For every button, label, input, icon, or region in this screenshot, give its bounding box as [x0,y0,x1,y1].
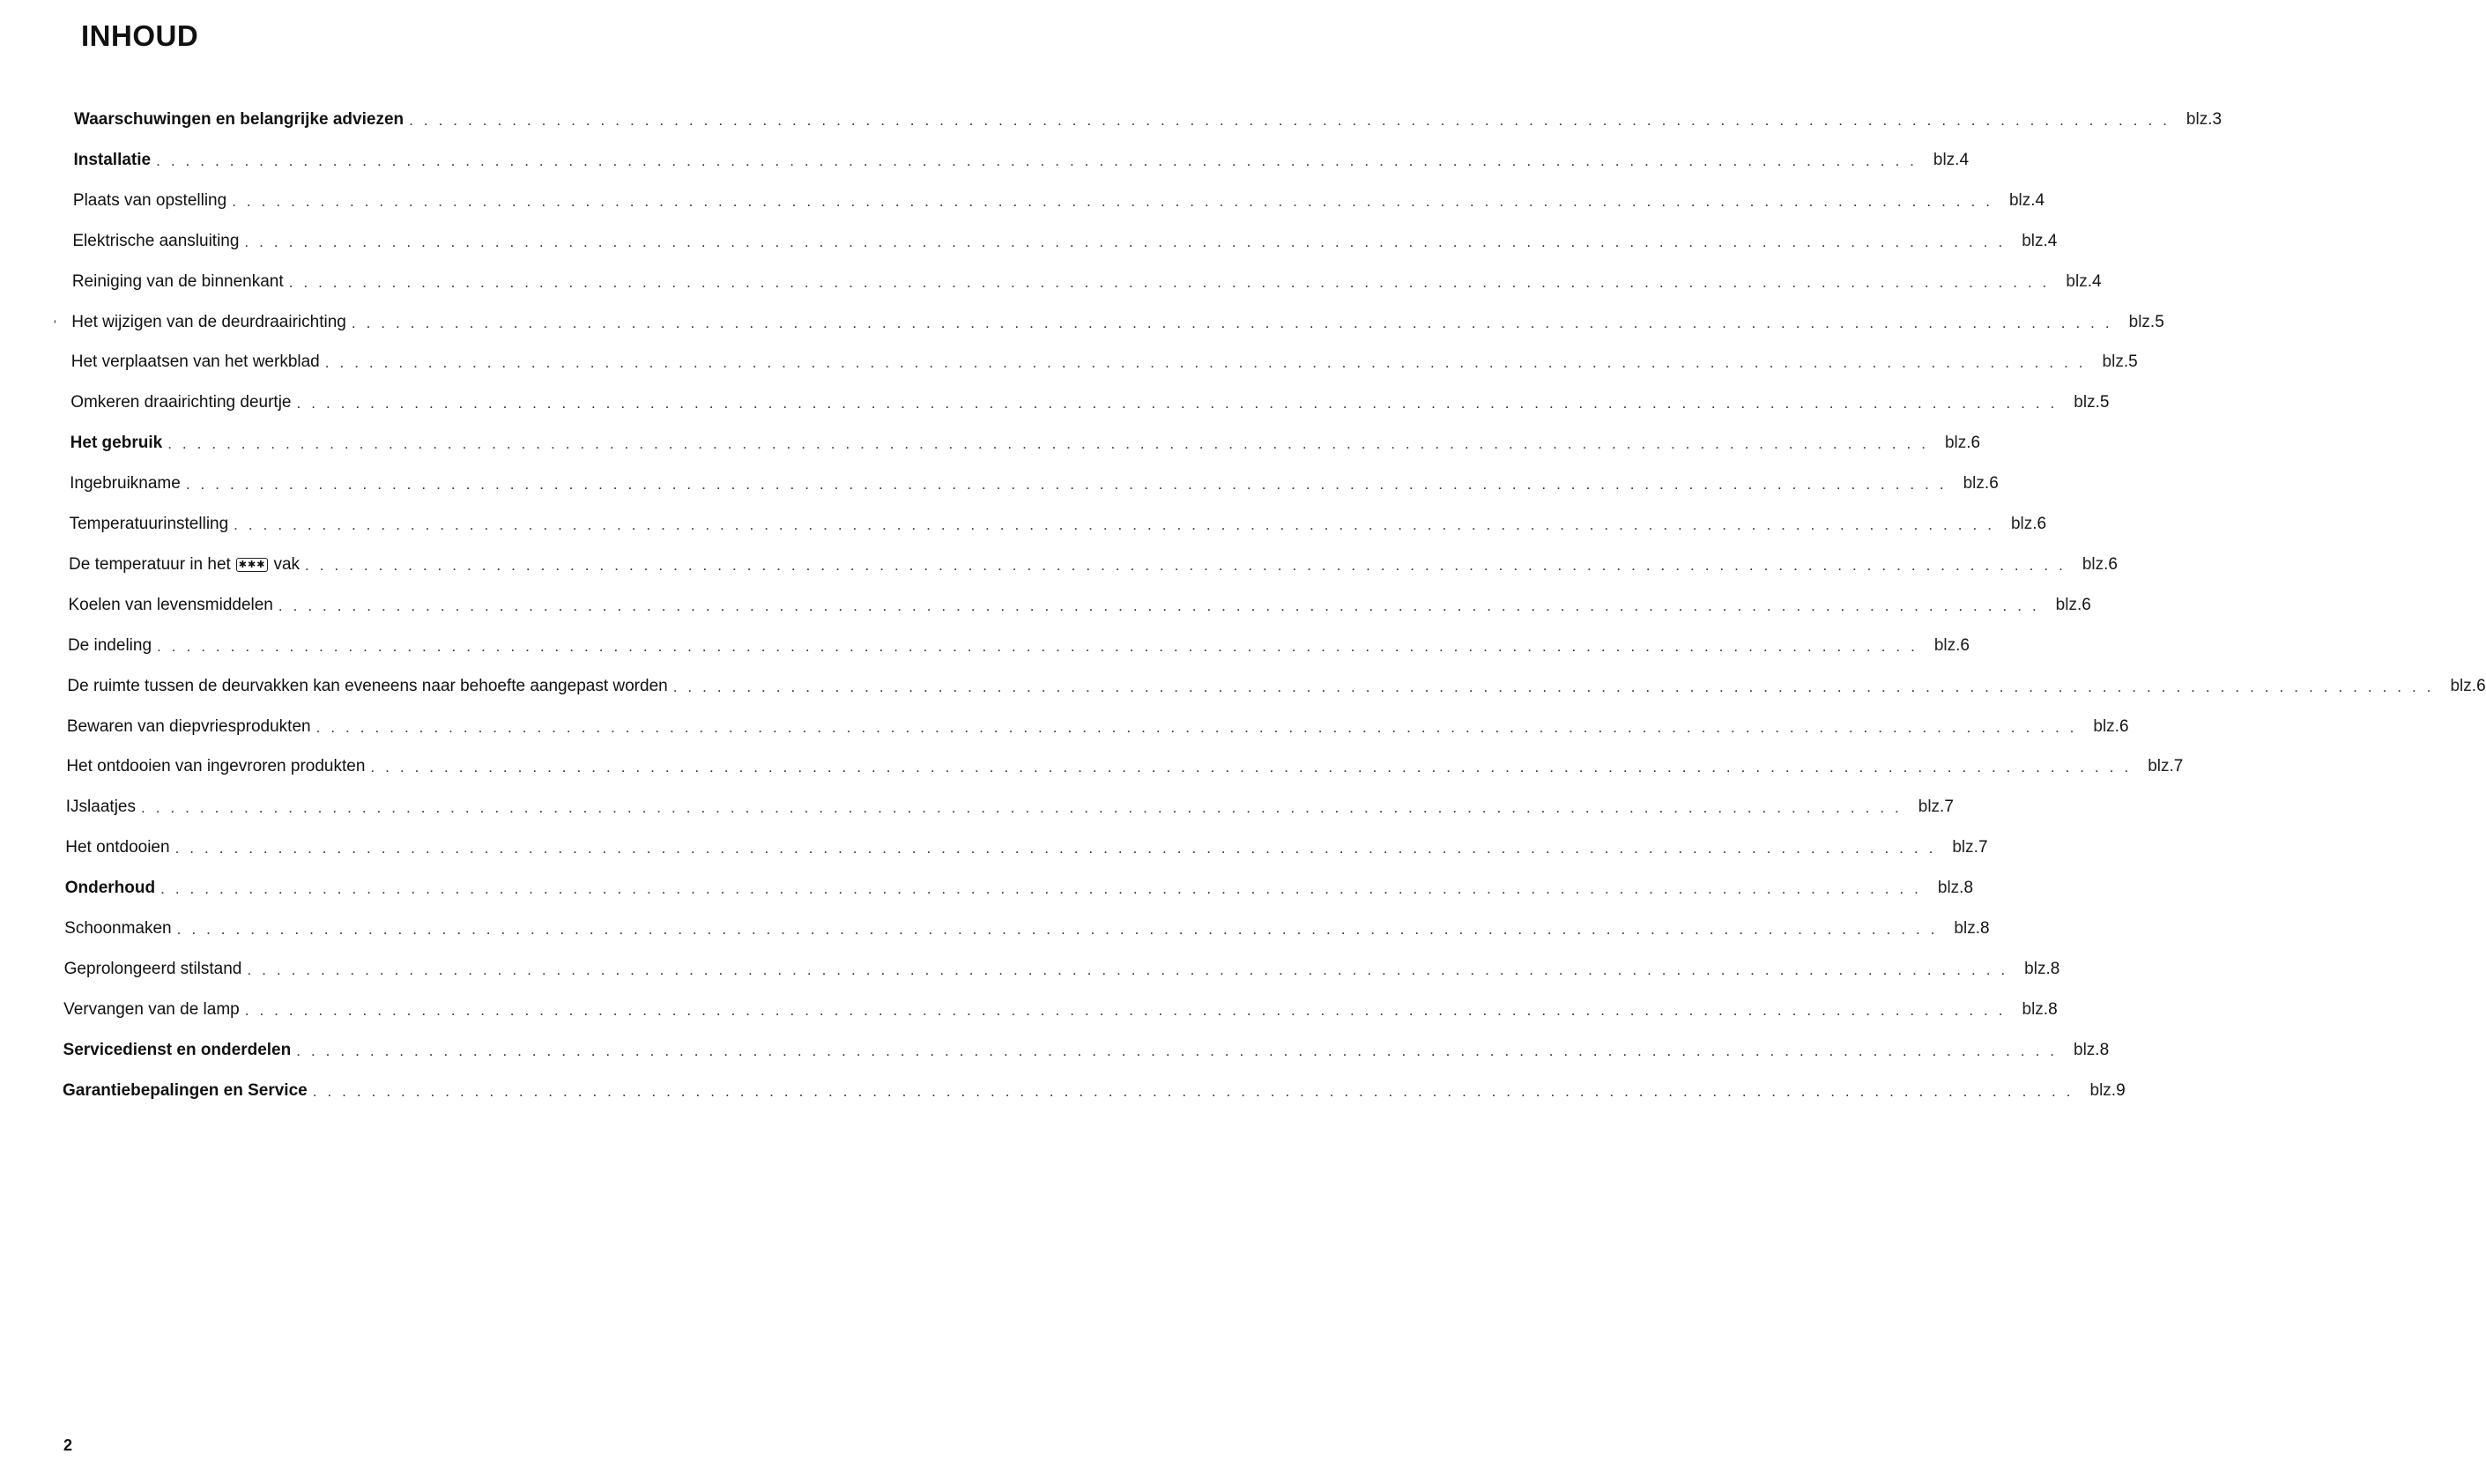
toc-entry-title-text: Garantiebepalingen en Service [63,1080,308,1100]
toc-leader-dots: ........................................................................................................................ [247,961,2016,978]
toc-entry-title [71,312,352,333]
toc-entry [73,145,1970,171]
toc-leader-dots: ........................................................................................................................ [312,1082,2082,1100]
toc-entry-page: 6 [2108,554,2118,574]
toc-leader-dots: ........................................................................................................................ [244,233,2014,250]
toc-entry-blz: blz. [2089,1080,2117,1100]
toc-entry [65,832,1988,858]
toc-entry-blz: blz. [2082,554,2109,574]
toc-leader-dots: ........................................................................................................................ [140,799,1910,817]
toc-entry-page: 4 [1959,150,1970,169]
toc-entry-page: 5 [2128,352,2138,372]
toc-leader-dots: ........................................................................................................................ [176,921,1946,938]
toc-entry-blz: blz. [2022,231,2048,250]
toc-leader-dots: ........................................................................................................................ [370,759,2140,776]
toc-leader-dots: ........................................................................................................................ [185,476,1955,493]
toc-entry [65,791,1954,818]
toc-entry [64,872,1974,899]
toc-entry-blz: blz. [2022,999,2049,1019]
toc-entry [63,1035,2110,1061]
toc-entry-page: 5 [2155,312,2164,331]
toc-entry-title [70,433,168,454]
toc-entry-title [70,392,296,413]
toc-entry-title-text: Onderhoud [64,879,156,898]
toc-entry-page: 3 [2212,110,2223,129]
toc-entry-blz: blz. [2185,110,2213,129]
toc-leader-dots: ........................................................................................................................ [315,718,2085,736]
toc-entry-blz: blz. [2024,959,2051,978]
toc-entry-blz: blz. [2010,515,2037,533]
toc-entry-title [65,837,174,858]
toc-entry-blz: blz. [1944,434,1971,453]
toc-entry-title [67,676,672,697]
toc-entry-blz: blz. [2074,393,2100,412]
toc-entry-blz: blz. [1933,150,1960,169]
toc-entry-page: 7 [2173,757,2184,776]
toc-entry-title-text: Het gebruik [70,434,163,453]
toc-entry-title [66,756,370,777]
toc-entry-title [72,231,244,252]
toc-entry-title-text: De temperatuur in het [69,554,231,574]
toc-entry-title-text: Het verplaatsen van het werkblad [70,352,320,372]
toc-entry-page: 6 [2037,515,2047,533]
toc-entry [66,711,2129,738]
toc-entry-title [64,918,176,939]
toc-entry-title-suffix: vak [273,554,301,574]
toc-leader-dots: ........................................................................................................................ [296,395,2066,412]
toc-entry-title-text: IJslaatjes [65,798,136,817]
toc-entry [74,104,2223,130]
toc-entry-blz: blz. [2102,352,2129,372]
toc-entry-page: 8 [2050,959,2060,978]
toc-entry-page: 8 [1963,879,1974,898]
toc-entry-title-text: Koelen van levensmiddelen [68,595,273,614]
toc-entry-title-text: De ruimte tussen de deurvakken kan eveneens naar behoefte aangepast worden [67,676,668,695]
toc-entry-title [68,635,157,657]
toc-entry-page: 6 [2476,676,2486,695]
toc-entry-page: 8 [2048,999,2058,1019]
toc-leader-dots: ........................................................................................................................ [244,1001,2014,1019]
toc-entry-title [73,150,156,171]
toc-leader-dots: ........................................................................................................................ [324,354,2094,372]
toc-entry-page: 8 [1979,919,1990,938]
toc-entry-title [72,271,289,293]
toc-entry-blz: blz. [1937,879,1964,898]
toc-entry-page: 6 [2082,595,2091,614]
margin-mark: ' [54,317,56,331]
toc-entry [70,346,2138,373]
toc-entry-blz: blz. [2055,595,2082,614]
toc-entry-title-text: Vervangen van de lamp [63,999,240,1019]
toc-entry-page: 6 [1970,434,1981,453]
toc-leader-dots: ........................................................................................................................ [157,637,1926,655]
toc-entry-blz: blz. [1918,798,1945,817]
toc-entry-title-text: Bewaren van diepvriesprodukten [66,716,311,736]
toc-entry-title-text: Omkeren draairichting deurtje [70,393,292,412]
toc-entry-title [63,1080,313,1102]
toc-entry-title [73,190,232,211]
toc-entry-page: 8 [2099,1040,2110,1059]
toc-entry [71,266,2102,293]
toc-entry-title [63,999,245,1020]
toc-entry [63,994,2058,1020]
toc-entry [64,913,1990,939]
toc-entry [72,226,2058,252]
toc-entry-page: 6 [1989,474,1999,493]
toc-leader-dots: ........................................................................................................................ [409,112,2178,129]
toc-leader-dots: ........................................................................................................................ [160,880,1929,898]
toc-leader-dots: ........................................................................................................................ [351,314,2120,331]
toc-entry-title-text: Het ontdooien [65,838,170,857]
toc-leader-dots: ........................................................................................................................ [174,840,1944,857]
toc-entry-title [63,1040,297,1061]
toc-leader-dots: ........................................................................................................................ [672,678,2442,695]
toc-entry-page: 7 [1978,838,1988,857]
toc-entry-blz: blz. [2066,271,2092,291]
toc-leader-dots: ........................................................................................................................ [167,435,1936,453]
toc-entry-title-text: Temperatuurinstelling [69,515,229,533]
toc-entry [69,508,2047,535]
toc-entry [66,751,2184,777]
toc-entry-page: 4 [2047,231,2058,250]
toc-leader-dots: ........................................................................................................................ [296,1042,2066,1059]
toc-entry [68,590,2091,616]
toc-entry [67,630,1970,657]
toc-entry-title [74,109,409,130]
toc-entry-blz: blz. [2128,312,2156,331]
toc-entry-title [64,959,248,980]
toc-leader-dots: ........................................................................................................................ [232,192,2000,210]
toc-entry-title-text: De indeling [67,635,152,655]
toc-entry [70,387,2110,413]
toc-leader-dots: ........................................................................................................................ [156,152,1925,169]
toc-entry-blz: blz. [2148,757,2174,776]
toc-entry-title [69,595,278,616]
toc-entry [67,671,2486,697]
toc-entry-title [70,514,234,535]
toc-entry-title-text: Ingebruikname [70,474,181,493]
toc-entry-title [66,797,141,818]
toc-entry-blz: blz. [1933,635,1961,655]
toc-entry-title-text: Waarschuwingen en belangrijke adviezen [74,110,404,129]
toc-entry-page: 5 [2099,393,2110,412]
toc-entry [63,953,2060,980]
toc-leader-dots: ........................................................................................................................ [305,556,2074,574]
toc-entry-page: 6 [2119,716,2129,736]
toc-entry-title [70,473,186,494]
toc-entry-page: 7 [1944,798,1954,817]
toc-entry-title-text: Installatie [73,150,152,169]
toc-entry-title [71,352,325,373]
toc-entry-title [65,878,160,899]
toc-entry [69,549,2118,575]
toc-leader-dots: ........................................................................................................................ [288,273,2058,291]
toc-entry-page: 9 [2116,1080,2126,1100]
toc-entry-page: 4 [2035,190,2045,210]
toc-entry [70,468,1999,494]
page-title: INHOUD [81,19,199,52]
toc-entry-blz: blz. [2008,190,2036,210]
toc-entry-blz: blz. [2093,716,2119,736]
toc-entry-blz: blz. [1954,919,1980,938]
toc-entry-blz: blz. [2450,676,2477,695]
toc-leader-dots: ........................................................................................................................ [278,597,2047,614]
three-star-freezer-icon: ✱✱✱ [236,558,269,572]
toc-entry-page: 6 [1960,635,1970,655]
toc-entry-title-text: Reiniging van de binnenkant [71,271,284,291]
toc-entry-title-text: Plaats van opstelling [72,190,227,210]
toc-entry-title-text: Elektrische aansluiting [72,231,240,250]
toc-entry-title-text: Het wijzigen van de deurdraairichting [71,312,346,331]
toc-entry-title-text: Het ontdooien van ingevroren produkten [66,757,366,776]
page-number: 2 [63,1436,73,1454]
toc-entry [70,427,1981,454]
toc-entry-title-text: Servicedienst en onderdelen [63,1040,292,1059]
toc-entry-title-text: Schoonmaken [64,919,172,938]
toc-entry [72,185,2045,211]
toc-entry-blz: blz. [2074,1040,2100,1059]
toc-entry-blz: blz. [1952,838,1978,857]
toc-entry [71,307,2164,333]
toc-entry-blz: blz. [1963,474,1990,493]
toc-leader-dots: ........................................................................................................................ [234,516,2002,533]
toc-entry-title-text: Geprolongeerd stilstand [63,959,242,978]
toc-entry [63,1075,2126,1102]
toc-entry-title [69,554,305,575]
toc-entry-page: 4 [2091,271,2102,291]
toc-entry-title [67,716,316,738]
